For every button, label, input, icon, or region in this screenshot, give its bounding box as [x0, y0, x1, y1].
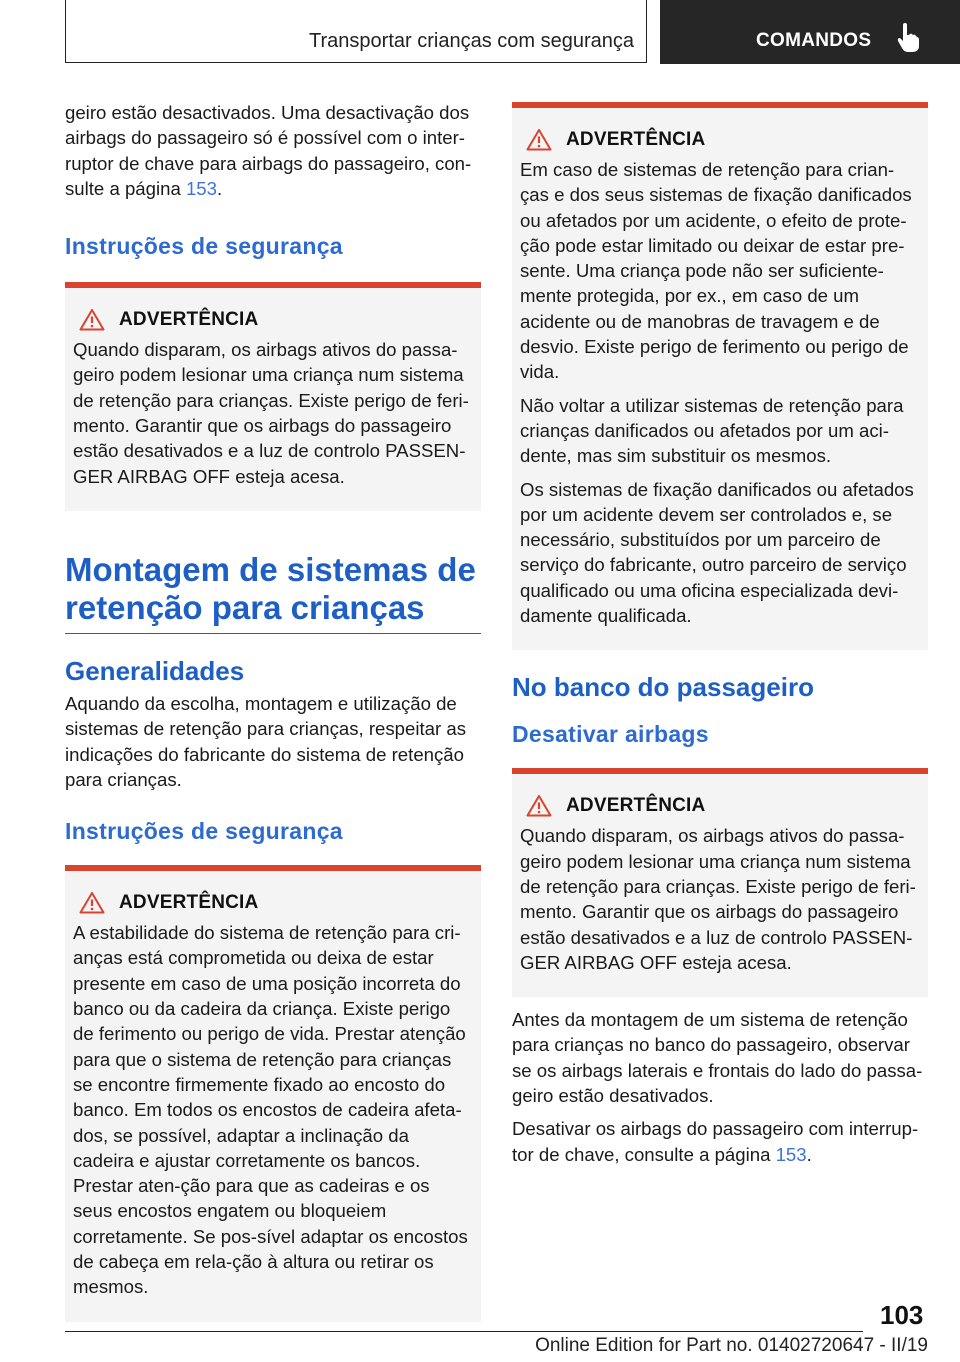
intro-text-end: . [216, 177, 223, 199]
warning-label: ADVERTÊNCIA [119, 308, 259, 330]
warning-label: ADVERTÊNCIA [119, 891, 259, 913]
warning-box [65, 865, 481, 1321]
warning-text: A estabilidade do sistema de retenção para cri-anças está comprometida ou deixa de estar presente em caso de uma posição incorreta do banco ou da cadeira da criança. Existe perigo de ferimento ou perigo de vida. Prestar atenção para que o sistema de retenção para crianças se encontre firmemente fixado ao encosto do banco. Em todos os encostos de cadeira afeta-dos, se possível, adaptar a inclinação da cadeira e ajustar corretamente os bancos. Prestar aten-ção para que as cadeiras e os seus encostos engatem ou bloqueiem corretamente. Se pos-sível adaptar os encostos de cabeça em rela-ção à altura ou retirar os mesmos. [73, 922, 468, 1298]
warning-text: Quando disparam, os airbags ativos do passa-geiro podem lesionar uma criança num sistema de retenção para crianças. Existe perigo de feri-mento. Garantir que os airbags do passageiro estão desativados e a luz de controlo PASSEN-GER AIRBAG OFF esteja acesa. [73, 339, 469, 487]
warning-label: ADVERTÊNCIA [566, 794, 706, 816]
general-heading: Generalidades [65, 655, 245, 686]
warning-text: Quando disparam, os airbags ativos do passa-geiro podem lesionar uma criança num sistema de retenção para crianças. Existe perigo de feri-mento. Garantir que os airbags do passageiro estão desativados e a luz de controlo PASSEN-GER AIRBAG OFF esteja acesa. [520, 825, 916, 973]
header-chapter-label: COMANDOS [756, 30, 872, 51]
warning-label: ADVERTÊNCIA [566, 128, 706, 150]
warning-title [526, 794, 920, 817]
body-paragraph: Antes da montagem de um sistema de retenção para crianças no banco do passageiro, observar se os airbags laterais e frontais do lado do passa-geiro estão desativados. [512, 1009, 923, 1107]
page-reference-link[interactable]: 153 [185, 177, 217, 199]
warning-triangle-icon [526, 794, 552, 817]
body-paragraph [512, 1116, 928, 1167]
general-paragraph: Aquando da escolha, montagem e utilização de sistemas de retenção para crianças, respeitar as indicações do fabricante do sistema de retenção para crianças. [65, 692, 466, 790]
page-reference-link[interactable]: 153 [775, 1143, 807, 1165]
header-chapter-tab [660, 0, 960, 64]
body-text-end: . [806, 1143, 812, 1165]
header-section-title: Transportar crianças com segurança [309, 30, 634, 52]
warning-title [526, 128, 920, 151]
hand-pointer-icon [896, 22, 920, 54]
page-number: 103 [880, 1300, 924, 1330]
passenger-seat-heading: No banco do passageiro [512, 672, 814, 703]
intro-paragraph [65, 100, 481, 201]
chapter-title: Montagem de sistemas de retenção para crianças [65, 550, 476, 626]
warning-text: Os sistemas de fixação danificados ou afetados por um acidente devem ser controlados e, se necessário, substituídos por um parceiro de serviço do fabricante, outro parceiro de serviço qualificado ou uma oficina especializada devi-damente qualificada. [520, 478, 914, 627]
body-text: Desativar os airbags do passageiro com interrup-tor de chave, consulte a página [512, 1118, 919, 1165]
warning-triangle-icon [79, 308, 105, 331]
warning-text: Não voltar a utilizar sistemas de retenção para crianças danificados ou afetados por um aci-dente, mas sim substituir os mesmos. [520, 394, 904, 467]
warning-box [512, 102, 928, 650]
chapter-title-rule [65, 633, 481, 634]
deactivate-airbags-heading: Desativar airbags [512, 721, 709, 748]
header-section-box [65, 0, 647, 63]
safety-heading: Instruções de segurança [65, 233, 343, 260]
warning-triangle-icon [526, 128, 552, 151]
warning-title [79, 308, 473, 331]
left-column [65, 100, 481, 1322]
warning-triangle-icon [79, 891, 105, 914]
warning-box [512, 768, 928, 997]
intro-text: geiro estão desactivados. Uma desactivação dos airbags do passageiro só é possível com o inter-ruptor de chave para airbags do passageiro, con-sulte a página [65, 102, 472, 199]
warning-text: Em caso de sistemas de retenção para crian-ças e dos seus sistemas de fixação danificados ou afetados por um acidente, o efeito de prote-ção pode estar limitado ou deixar de estar pre-sente. Uma criança pode não ser suficiente-mente protegida, por ex., em caso de um acidente ou de manobras de travagem e de desvio. Existe perigo de ferimento ou perigo de vida. [520, 159, 912, 383]
right-column [512, 102, 928, 1167]
warning-box [65, 282, 481, 511]
footer-edition: Online Edition for Part no. 01402720647 - II/19 [535, 1335, 928, 1356]
warning-title [79, 891, 473, 914]
safety-heading: Instruções de segurança [65, 818, 343, 845]
footer-rule [65, 1331, 863, 1332]
